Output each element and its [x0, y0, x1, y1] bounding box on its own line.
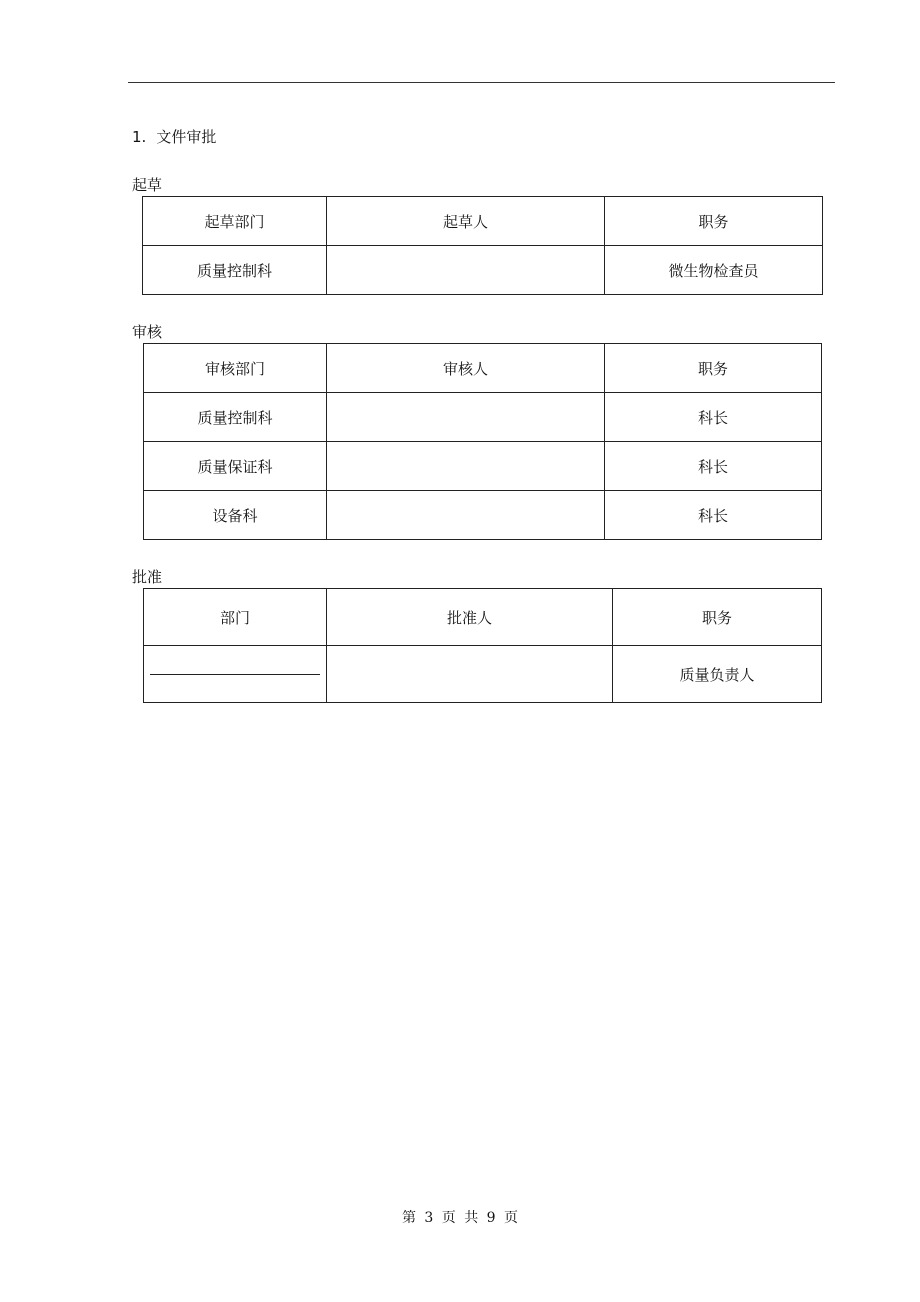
header-cell: 起草部门: [143, 197, 327, 246]
signature-cell: [327, 646, 613, 703]
table-row: [143, 246, 823, 295]
review-table: [143, 343, 822, 540]
section-title: 文件审批: [156, 128, 217, 146]
department-cell: 设备科: [144, 491, 327, 540]
department-cell: 质量控制科: [143, 246, 327, 295]
header-cell: 批准人: [327, 589, 613, 646]
header-cell: 起草人: [327, 197, 605, 246]
signature-cell: [327, 442, 605, 491]
table-header-row: [144, 344, 822, 393]
signature-cell: [327, 393, 605, 442]
position-cell: 质量负责人: [613, 646, 822, 703]
section-number: 1.: [132, 128, 147, 146]
table-row: [144, 646, 822, 703]
header-rule: [128, 82, 835, 83]
header-cell: 职务: [613, 589, 822, 646]
table-row: [144, 393, 822, 442]
page-footer: 第 3 页 共 9 页: [401, 1210, 519, 1226]
draft-label: 起草: [132, 176, 163, 194]
table-row: [144, 491, 822, 540]
department-cell: 质量保证科: [144, 442, 327, 491]
header-cell: 部门: [144, 589, 327, 646]
header-cell: 审核部门: [144, 344, 327, 393]
position-cell: 科长: [605, 491, 822, 540]
signature-cell: [327, 246, 605, 295]
draft-table: [142, 196, 823, 295]
header-cell: 审核人: [327, 344, 605, 393]
department-cell: [144, 646, 327, 703]
department-cell: 质量控制科: [144, 393, 327, 442]
table-header-row: [144, 589, 822, 646]
header-cell: 职务: [605, 344, 822, 393]
approve-label: 批准: [132, 568, 163, 586]
table-row: [144, 442, 822, 491]
table-header-row: [143, 197, 823, 246]
section-heading: [132, 126, 216, 147]
position-cell: 微生物检查员: [605, 246, 823, 295]
review-label: 审核: [132, 323, 163, 341]
signature-cell: [327, 491, 605, 540]
position-cell: 科长: [605, 442, 822, 491]
position-cell: 科长: [605, 393, 822, 442]
approve-table: [143, 588, 822, 703]
header-cell: 职务: [605, 197, 823, 246]
blank-fill-line: [150, 674, 320, 675]
